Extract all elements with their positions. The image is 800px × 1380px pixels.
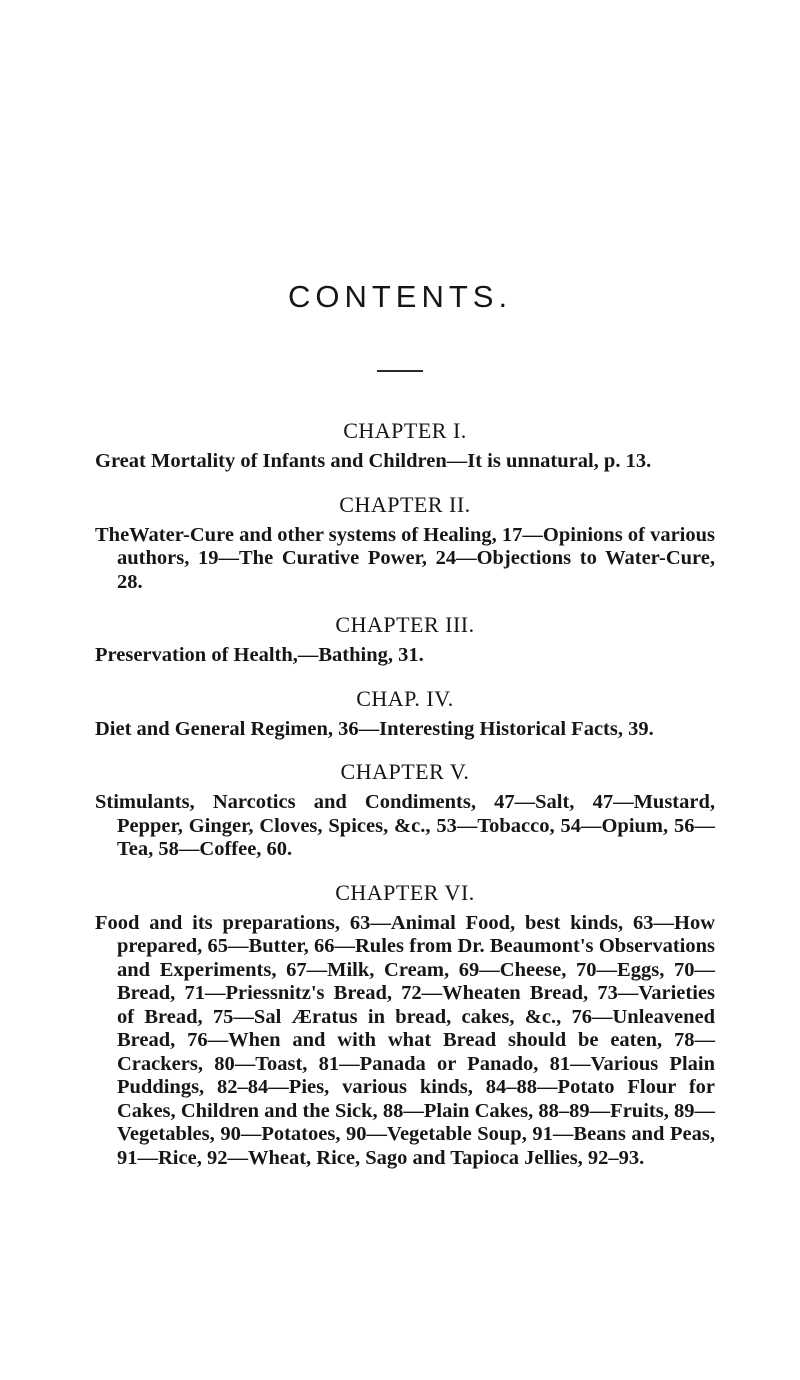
chapter-summary: Diet and General Regimen, 36—Interesting Historical Facts, 39. bbox=[95, 717, 654, 740]
chapter-summary: TheWater-Cure and other systems of Healing, 17—Opinions of various authors, 19—The Curative Power, 24—Objections to Water-Cure, 28. bbox=[95, 523, 715, 593]
chapter-summary: Stimulants, Narcotics and Condiments, 47—Salt, 47—Mustard, Pepper, Ginger, Cloves, Spices, &c., 53—Tobacco, 54—Opium, 56—Tea, 58—Coffee, 60. bbox=[95, 791, 715, 860]
chapter-summary: Food and its preparations, 63—Animal Food, best kinds, 63—How prepared, 65—Butter, 66—Rules from Dr. Beaumont's Observations and Experiments, 67—Milk, Cream, 69—Cheese, 70—Eggs, 70—Bread, 71—Priessnitz's Bread, 72—Wheaten Bread, 73—Varieties of Bread, 75—Sal Æratus in bread, cakes, &c., 76—Unleavened Bread, 76—When and with what Bread should be eaten, 78—Crackers, 80—Toast, 81—Panada or Panado, 81—Various Plain Puddings, 82–84—Pies, various kinds, 84–88—Potato Flour for Cakes, Children and the Sick, 88—Plain Cakes, 88–89—Fruits, 89—Vegetables, 90—Potatoes, 90—Vegetable Soup, 91—Beans and Peas, 91—Rice, 92—Wheat, Rice, Sago and Tapioca Jellies, 92–93. bbox=[95, 911, 715, 1169]
chapter-3 bbox=[95, 612, 715, 668]
chapter-heading: CHAPTER VI. bbox=[335, 879, 475, 905]
chapter-heading: CHAPTER II. bbox=[339, 491, 471, 517]
chapter-5 bbox=[95, 759, 715, 862]
chapter-2 bbox=[95, 492, 715, 595]
chapter-summary: Great Mortality of Infants and Children—It is unnatural, p. 13. bbox=[95, 450, 652, 472]
chapter-heading: CHAPTER III. bbox=[335, 612, 475, 637]
chapter-heading: CHAPTER V. bbox=[340, 759, 470, 784]
chapter-summary: Preservation of Health,—Bathing, 31. bbox=[95, 644, 424, 666]
table-of-contents bbox=[95, 418, 715, 1188]
chapter-4 bbox=[95, 686, 715, 742]
chapter-heading: CHAPTER I. bbox=[343, 418, 467, 443]
title-divider bbox=[377, 370, 423, 372]
chapter-6 bbox=[95, 880, 715, 1171]
page-title: CONTENTS. bbox=[287, 278, 513, 314]
chapter-heading: CHAP. IV. bbox=[356, 685, 454, 711]
chapter-1 bbox=[95, 418, 715, 474]
